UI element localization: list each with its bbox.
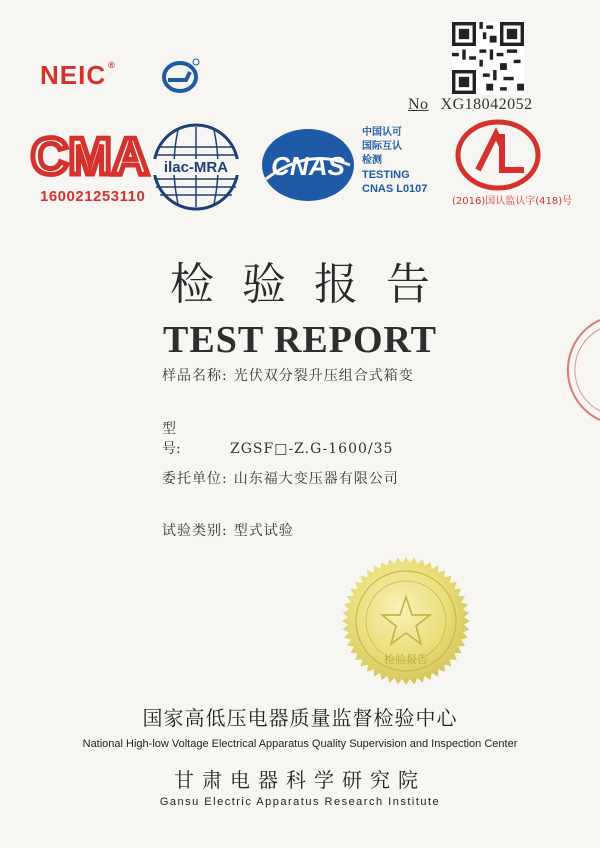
qr-code bbox=[452, 22, 524, 94]
sample-name-value: 光伏双分裂升压组合式箱变 bbox=[233, 368, 414, 384]
test-type-value: 型式试验 bbox=[233, 523, 294, 539]
sample-name-label: 样品名称: bbox=[162, 368, 228, 384]
serial-number: No XG18042052 bbox=[408, 96, 533, 113]
model-label: 型号: bbox=[162, 421, 181, 457]
cma-number: 160021253110 bbox=[40, 188, 146, 205]
cnas-logo-icon bbox=[258, 125, 358, 205]
institute-name-en: Gansu Electric Apparatus Research Institute bbox=[159, 796, 441, 808]
model-value: ZGSF□-Z.G-1600/35 bbox=[230, 441, 394, 457]
cal-logo-icon bbox=[452, 118, 544, 192]
organization-name-en: National High-low Voltage Electrical Apparatus Quality Supervision and Inspection Center bbox=[82, 738, 518, 750]
gold-seal-icon bbox=[340, 555, 472, 687]
test-type-label: 试验类别: bbox=[162, 523, 228, 539]
cma-logo-icon bbox=[30, 128, 150, 186]
test-type-field bbox=[162, 520, 294, 540]
institute-name-cn: 甘肃电器科学研究院 bbox=[174, 768, 426, 792]
model-field bbox=[162, 418, 393, 458]
cal-number: (2016)国认监认字(418)号 bbox=[452, 196, 573, 207]
svg-text:检验报告: 检验报告 bbox=[384, 653, 428, 666]
neic-logo: NEIC ® bbox=[40, 60, 116, 90]
ilac-mra-logo-icon bbox=[148, 122, 244, 212]
red-stamp-icon bbox=[570, 315, 600, 425]
svg-text:ilac-MRA: ilac-MRA bbox=[163, 159, 229, 176]
accreditation-badge-text: 中国认可 国际互认 检测 TESTING CNAS L0107 bbox=[362, 127, 428, 195]
report-title-cn: 检验报告 bbox=[170, 259, 458, 310]
client-field bbox=[162, 468, 399, 488]
sample-name-field bbox=[162, 365, 414, 385]
organization-name-cn: 国家高低压电器质量监督检验中心 bbox=[142, 706, 458, 730]
svg-text:CMA: CMA bbox=[30, 128, 150, 186]
client-value: 山东福大变压器有限公司 bbox=[233, 471, 399, 487]
report-title-en: TEST REPORT bbox=[163, 319, 437, 361]
svg-text:CNAS: CNAS bbox=[271, 151, 345, 181]
client-label: 委托单位: bbox=[162, 471, 228, 487]
g-logo-icon bbox=[160, 58, 200, 96]
